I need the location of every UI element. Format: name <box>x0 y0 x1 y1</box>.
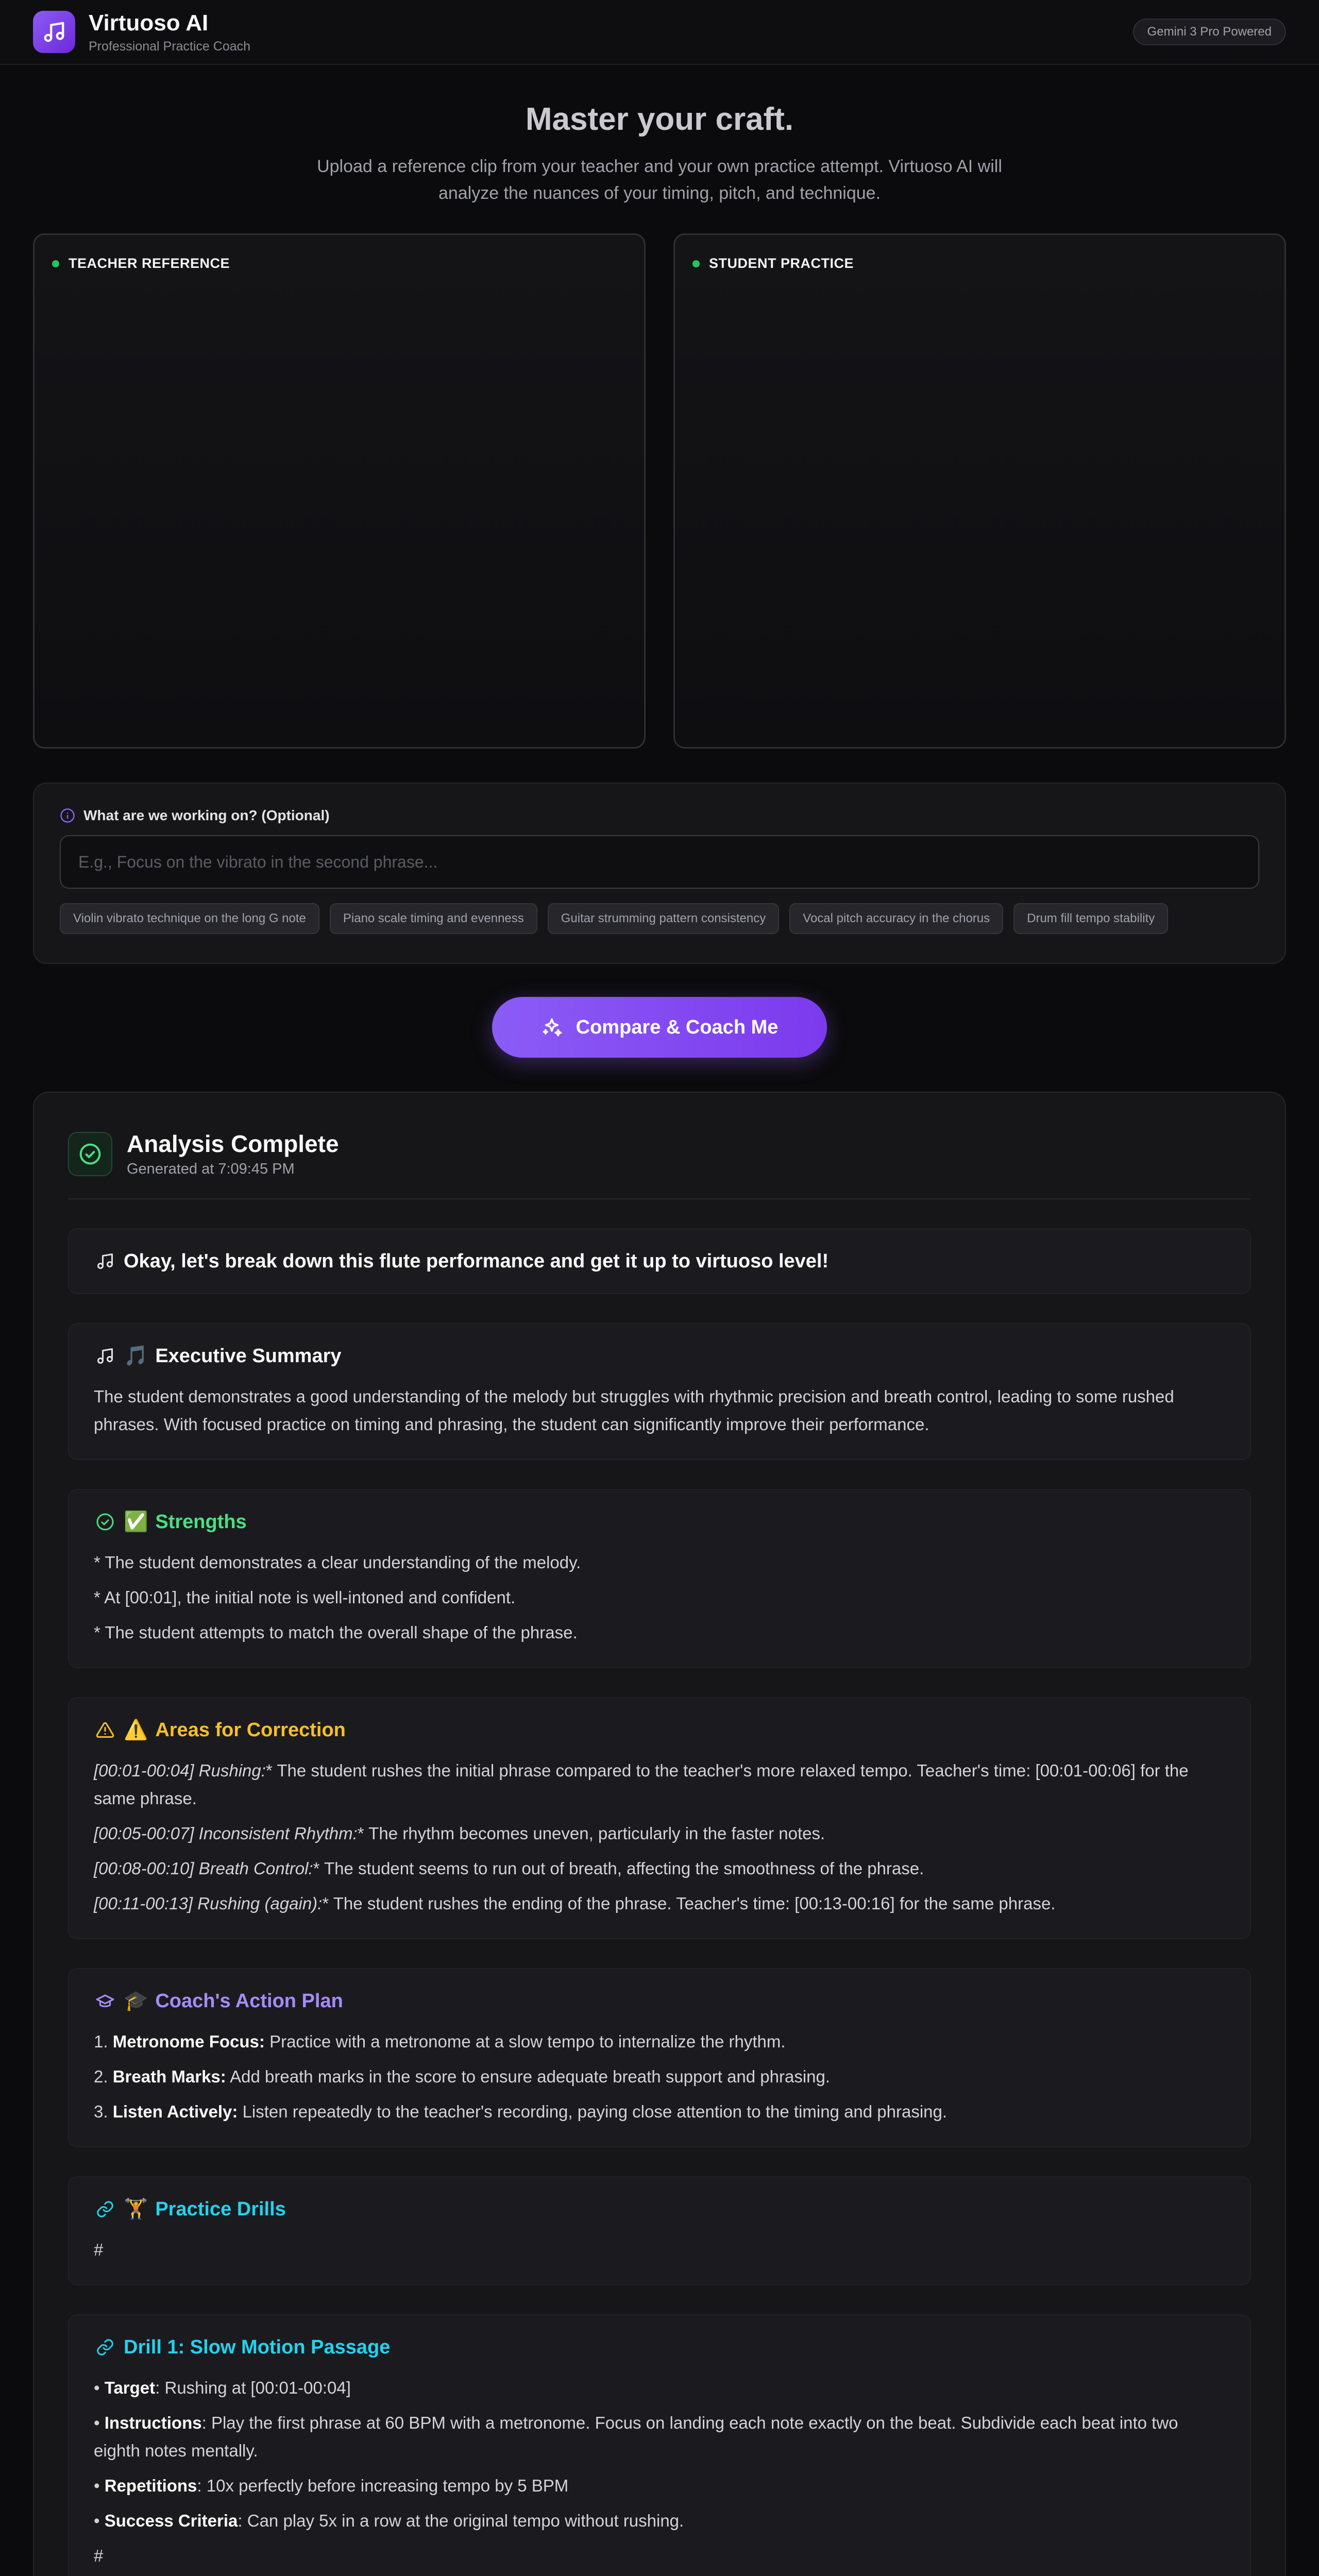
graduation-cap-icon <box>94 1990 116 2012</box>
intro-title <box>94 1250 1225 1273</box>
status-dot-icon <box>52 260 59 267</box>
practice-drills-card <box>68 2176 1251 2285</box>
corrections-title <box>94 1719 1225 1741</box>
link-icon <box>94 2198 116 2221</box>
drills-heading: Practice Drills <box>155 2198 286 2220</box>
focus-input[interactable] <box>60 835 1259 889</box>
item-label: Listen Actively: <box>112 2102 238 2121</box>
bullet: • <box>94 2378 100 2397</box>
drill-title <box>94 2336 1225 2359</box>
summary-text: The student demonstrates a good understanding of the melody but struggles with rhythmic precision and breath control, leading to some rushed phrases. With focused practice on timing and phrasing, the student can significantly improve their performance. <box>94 1387 1174 1434</box>
compare-coach-button[interactable] <box>492 997 827 1058</box>
teacher-panel-label <box>52 256 627 272</box>
item-label: Breath Marks: <box>112 2067 226 2086</box>
results-title: Analysis Complete <box>127 1130 339 1157</box>
student-label-text: STUDENT PRACTICE <box>709 256 854 271</box>
hero <box>0 65 1319 207</box>
music-note-icon <box>94 1345 116 1367</box>
warning-triangle-icon <box>94 1719 116 1741</box>
colon: : <box>238 2511 243 2530</box>
field-label: Instructions <box>104 2413 202 2432</box>
page-description: Upload a reference clip from your teacher and your own practice attempt. Virtuoso AI will analyze the nuances of your timing, pitch, and technique. <box>317 157 1002 203</box>
correction-label: [00:05-00:07] Inconsistent Rhythm: <box>94 1824 358 1843</box>
action-plan-title <box>94 1990 1225 2012</box>
correction-text: * The student seems to run out of breath, affecting the smoothness of the phrase. <box>313 1859 924 1878</box>
bullet: • <box>94 2476 100 2495</box>
field-label: Repetitions <box>104 2476 197 2495</box>
focus-label <box>60 807 1259 824</box>
check-circle-icon <box>94 1511 116 1533</box>
app-title: Virtuoso AI <box>89 10 209 36</box>
action-plan-card <box>68 1968 1251 2147</box>
teacher-upload-panel[interactable] <box>33 233 646 749</box>
colon: : <box>201 2413 207 2432</box>
info-icon <box>60 808 75 823</box>
intro-text: Okay, let's break down this flute performance and get it up to virtuoso level! <box>124 1250 829 1272</box>
app-header <box>0 0 1319 65</box>
colon: : <box>155 2378 160 2397</box>
correction-label: [00:11-00:13] Rushing (again): <box>94 1894 323 1913</box>
drill-heading: Drill 1: Slow Motion Passage <box>124 2336 391 2358</box>
list-item <box>94 1890 1225 1918</box>
focus-label-text: What are we working on? (Optional) <box>83 807 330 823</box>
suggestion-chip[interactable]: Drum fill tempo stability <box>1013 903 1168 934</box>
markdown-hash: # <box>94 2240 104 2259</box>
drill-instructions <box>94 2409 1225 2465</box>
strengths-heading: Strengths <box>155 1511 247 1533</box>
corrections-heading: Areas for Correction <box>155 1719 346 1741</box>
status-dot-icon <box>692 260 700 267</box>
action-plan-emoji: 🎓 <box>124 1990 148 2012</box>
list-item: * The student demonstrates a clear understanding of the melody. <box>94 1553 581 1572</box>
item-number: 2. <box>94 2067 108 2086</box>
suggestion-chip[interactable]: Piano scale timing and evenness <box>330 903 537 934</box>
analysis-results <box>33 1092 1286 2576</box>
field-label: Success Criteria <box>104 2511 238 2530</box>
cta-label: Compare & Coach Me <box>576 1016 779 1038</box>
executive-summary-card <box>68 1323 1251 1460</box>
drill-success <box>94 2507 1225 2535</box>
correction-text: * The student rushes the initial phrase compared to the teacher's more relaxed tempo. Teacher's time: [00:01-00:06] for the same phrase. <box>94 1761 1189 1808</box>
field-value: 10x perfectly before increasing tempo by 5 BPM <box>206 2476 569 2495</box>
list-item: * At [00:01], the initial note is well-intoned and confident. <box>94 1588 516 1607</box>
list-item <box>94 2063 1225 2091</box>
list-item <box>94 1820 1225 1848</box>
music-note-icon <box>94 1250 116 1273</box>
music-note-icon <box>33 11 75 53</box>
practice-drills-title <box>94 2198 1225 2221</box>
suggestion-chip[interactable]: Violin vibrato technique on the long G note <box>60 903 319 934</box>
corrections-card <box>68 1697 1251 1939</box>
item-text: Add breath marks in the score to ensure adequate breath support and phrasing. <box>230 2067 831 2086</box>
colon: : <box>197 2476 202 2495</box>
bullet: • <box>94 2511 100 2530</box>
results-timestamp: Generated at 7:09:45 PM <box>127 1161 295 1177</box>
executive-summary-title <box>94 1345 1225 1367</box>
field-value: Rushing at [00:01-00:04] <box>164 2378 351 2397</box>
upload-panels <box>0 233 1319 749</box>
action-plan-heading: Coach's Action Plan <box>155 1990 343 2012</box>
strengths-title <box>94 1511 1225 1533</box>
drills-emoji: 🏋️ <box>124 2198 148 2220</box>
check-circle-icon <box>68 1132 112 1176</box>
summary-emoji: 🎵 <box>124 1345 148 1367</box>
item-text: Practice with a metronome at a slow tempo to internalize the rhythm. <box>269 2032 786 2051</box>
field-label: Target <box>104 2378 156 2397</box>
model-badge: Gemini 3 Pro Powered <box>1133 19 1286 45</box>
teacher-label-text: TEACHER REFERENCE <box>69 256 230 271</box>
corrections-emoji: ⚠️ <box>124 1719 148 1741</box>
results-header <box>68 1130 1251 1199</box>
bullet: • <box>94 2413 100 2432</box>
app-subtitle: Professional Practice Coach <box>89 39 251 54</box>
list-item <box>94 2098 1225 2126</box>
drill-repetitions <box>94 2472 1225 2500</box>
drill-card <box>68 2314 1251 2576</box>
focus-section <box>33 783 1286 964</box>
item-text: Listen repeatedly to the teacher's recording, paying close attention to the timing and phrasing. <box>242 2102 948 2121</box>
strengths-card <box>68 1489 1251 1668</box>
item-label: Metronome Focus: <box>112 2032 265 2051</box>
student-upload-panel[interactable] <box>673 233 1286 749</box>
suggestion-chips <box>60 903 1259 934</box>
item-number: 1. <box>94 2032 108 2051</box>
correction-text: * The rhythm becomes uneven, particularly in the faster notes. <box>357 1824 825 1843</box>
intro-card <box>68 1228 1251 1294</box>
brand <box>89 10 250 54</box>
correction-label: [00:01-00:04] Rushing: <box>94 1761 266 1780</box>
correction-label: [00:08-00:10] Breath Control: <box>94 1859 313 1878</box>
list-item <box>94 1757 1225 1812</box>
cta-wrap <box>0 997 1319 1058</box>
drill-target <box>94 2374 1225 2402</box>
list-item: * The student attempts to match the overall shape of the phrase. <box>94 1623 578 1642</box>
field-value: Can play 5x in a row at the original tempo without rushing. <box>247 2511 684 2530</box>
list-item <box>94 1855 1225 1883</box>
correction-text: * The student rushes the ending of the phrase. Teacher's time: [00:13-00:16] for the same phrase. <box>322 1894 1056 1913</box>
student-panel-label <box>692 256 1267 272</box>
page-title: Master your craft. <box>525 101 794 137</box>
strengths-emoji: ✅ <box>124 1511 148 1533</box>
item-number: 3. <box>94 2102 108 2121</box>
suggestion-chip[interactable]: Vocal pitch accuracy in the chorus <box>789 903 1003 934</box>
field-value: Play the first phrase at 60 BPM with a metronome. Focus on landing each note exactly on the beat. Subdivide each beat into two eighth notes mentally. <box>94 2413 1178 2460</box>
markdown-hash: # <box>94 2546 104 2565</box>
suggestion-chip[interactable]: Guitar strumming pattern consistency <box>548 903 780 934</box>
summary-heading: Executive Summary <box>155 1345 342 1367</box>
sparkles-icon <box>541 1016 563 1038</box>
link-icon <box>94 2336 116 2359</box>
list-item <box>94 2028 1225 2056</box>
